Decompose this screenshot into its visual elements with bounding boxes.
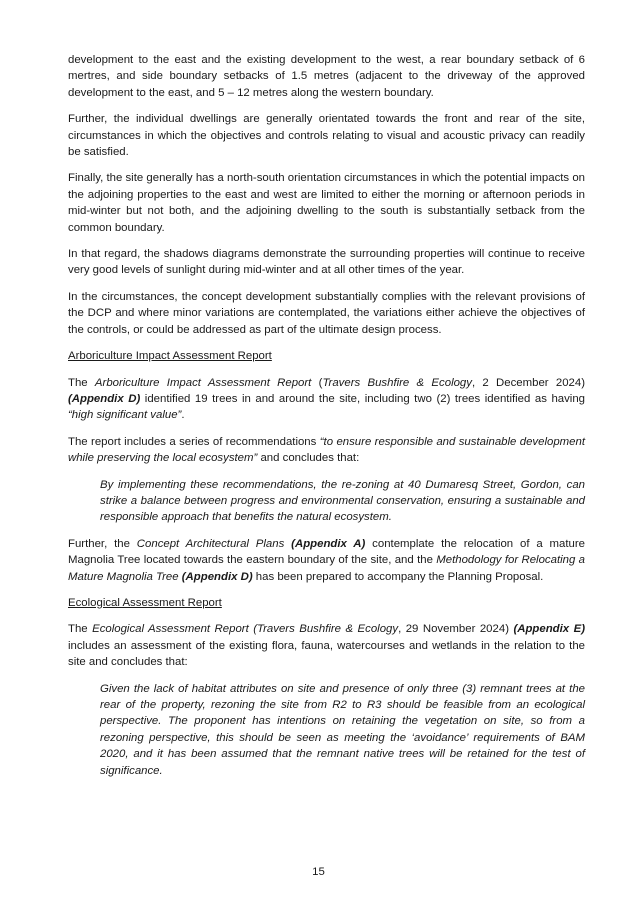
document-page [68,52,585,789]
paragraph-magnolia: Further, the Concept Architectural Plans (Appendix A) contemplate the relocation of a mature Magnolia Tree located towards the eastern boundary of the site, and the Methodology for Relocating a Mature Magnolia Tree (Appendix D) has been prepared to accompany the Planning Proposal. [68,537,585,583]
page-number: 15 [312,866,325,878]
paragraph-setbacks: development to the east and the existing development to the west, a rear boundary setback of 6 mertres, and side boundary setbacks of 1.5 metres (adjacent to the driveway of the approved development to the east, and 5 – 12 metres along the western boundary. [68,54,585,99]
heading-arboriculture: Arboriculture Impact Assessment Report [68,350,272,363]
paragraph-orientation: Finally, the site generally has a north-south orientation circumstances in which the potential impacts on the adjoining properties to the east and west are limited to either the morning or afternoon periods in mid-winter but not both, and the adjoining dwelling to the south is substantially setback from the common boundary. [68,172,585,234]
paragraph-recommendations: The report includes a series of recommendations “to ensure responsible and sustainable development while preserving the local ecosystem” and concludes that: [68,435,585,465]
heading-ecological: Ecological Assessment Report [68,596,222,609]
quote-ecological: Given the lack of habitat attributes on site and presence of only three (3) remnant trees at the rear of the property, rezoning the site from R2 to R3 should be feasible from an ecological perspective. The proponent has intentions on retaining the vegetation on site, so from a rezoning perspective, this should be seen as meeting the ‘avoidance’ requirements of BAM 2020, and it has been assumed that the remnant native trees will be retained for the test of significance. [100,682,585,777]
paragraph-privacy: Further, the individual dwellings are generally orientated towards the front and rear of the site, circumstances in which the objectives and controls relating to visual and acoustic privacy can readily be satisfied. [68,113,585,159]
paragraph-arboriculture-report: The Arboriculture Impact Assessment Report (Travers Bushfire & Ecology, 2 December 2024) (Appendix D) identified 19 trees in and around the site, including two (2) trees identified as having “high significant value”. [68,376,586,422]
paragraph-ecological-report: The Ecological Assessment Report (Travers Bushfire & Ecology, 29 November 2024) (Appendix E) includes an assessment of the existing flora, fauna, watercourses and wetlands in the relation to the site and concludes that: [68,623,585,669]
quote-arboriculture: By implementing these recommendations, the re-zoning at 40 Dumaresq Street, Gordon, can strike a balance between progress and environmental conservation, ensuring a sustainable and responsible approach that benefits the natural ecosystem. [100,478,585,524]
paragraph-shadows: In that regard, the shadows diagrams demonstrate the surrounding properties will continue to receive very good levels of sunlight during mid-winter and at all other times of the year. [68,248,585,277]
paragraph-dcp-compliance: In the circumstances, the concept development substantially complies with the relevant provisions of the DCP and where minor variations are contemplated, the variations either achieve the objectives of the controls, or could be addressed as part of the ultimate design process. [68,290,585,336]
